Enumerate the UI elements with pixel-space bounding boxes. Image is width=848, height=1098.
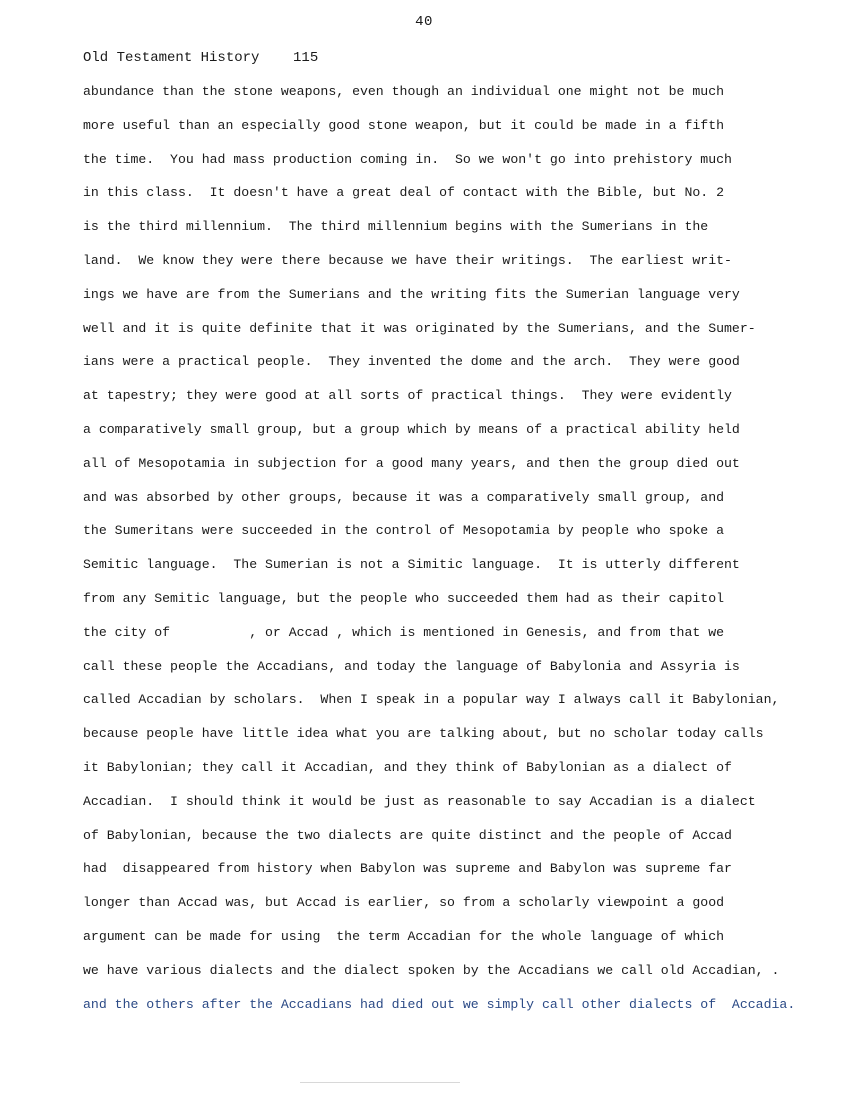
text-line: longer than Accad was, but Accad is earlier, so from a scholarly viewpoint a good [83,895,725,911]
text-line: because people have little idea what you are talking about, but no scholar today calls [83,726,764,742]
text-line: and the others after the Accadians had died out we simply call other dialects of Accadia. [83,996,796,1012]
text-line: the city of , or Accad , which is mentioned in Genesis, and from that we [83,624,725,640]
text-line: argument can be made for using the term Accadian for the whole language of which [83,928,725,944]
page-number: 40 [415,14,433,30]
text-line: a comparatively small group, but a group which by means of a practical ability held [83,421,740,437]
text-line: the time. You had mass production coming in. So we won't go into prehistory much [83,151,732,167]
text-line: we have various dialects and the dialect spoken by the Accadians we call old Accadian, . [83,962,780,978]
text-line: of Babylonian, because the two dialects are quite distinct and the people of Accad [83,827,732,843]
text-line: from any Semitic language, but the people who succeeded them had as their capitol [83,590,725,606]
text-line: land. We know they were there because we have their writings. The earliest writ- [83,252,732,268]
text-line: had disappeared from history when Babylon was supreme and Babylon was supreme far [83,861,732,877]
text-line: ians were a practical people. They invented the dome and the arch. They were good [83,354,740,370]
text-line: well and it is quite definite that it was originated by the Sumerians, and the Sumer- [83,320,756,336]
text-line: Accadian. I should think it would be just as reasonable to say Accadian is a dialect [83,793,756,809]
text-line: all of Mesopotamia in subjection for a good many years, and then the group died out [83,455,740,471]
text-line: it Babylonian; they call it Accadian, and they think of Babylonian as a dialect of [83,759,732,775]
body-text [83,82,843,1028]
text-line: in this class. It doesn't have a great deal of contact with the Bible, but No. 2 [83,185,725,201]
text-line: ings we have are from the Sumerians and the writing fits the Sumerian language very [83,286,740,302]
running-head: Old Testament History 115 [83,50,319,66]
text-line: abundance than the stone weapons, even though an individual one might not be much [83,84,725,99]
text-line: and was absorbed by other groups, because it was a comparatively small group, and [83,489,725,505]
text-line: at tapestry; they were good at all sorts of practical things. They were evidently [83,388,732,404]
text-line: is the third millennium. The third millennium begins with the Sumerians in the [83,219,709,235]
text-line: called Accadian by scholars. When I speak in a popular way I always call it Babylonian, [83,692,780,708]
text-line: more useful than an especially good stone weapon, but it could be made in a fifth [83,117,725,133]
text-line: Semitic language. The Sumerian is not a Simitic language. It is utterly different [83,557,740,573]
text-line: call these people the Accadians, and today the language of Babylonia and Assyria is [83,658,740,674]
footer-rule [300,1082,460,1083]
text-line: the Sumeritans were succeeded in the control of Mesopotamia by people who spoke a [83,523,725,539]
